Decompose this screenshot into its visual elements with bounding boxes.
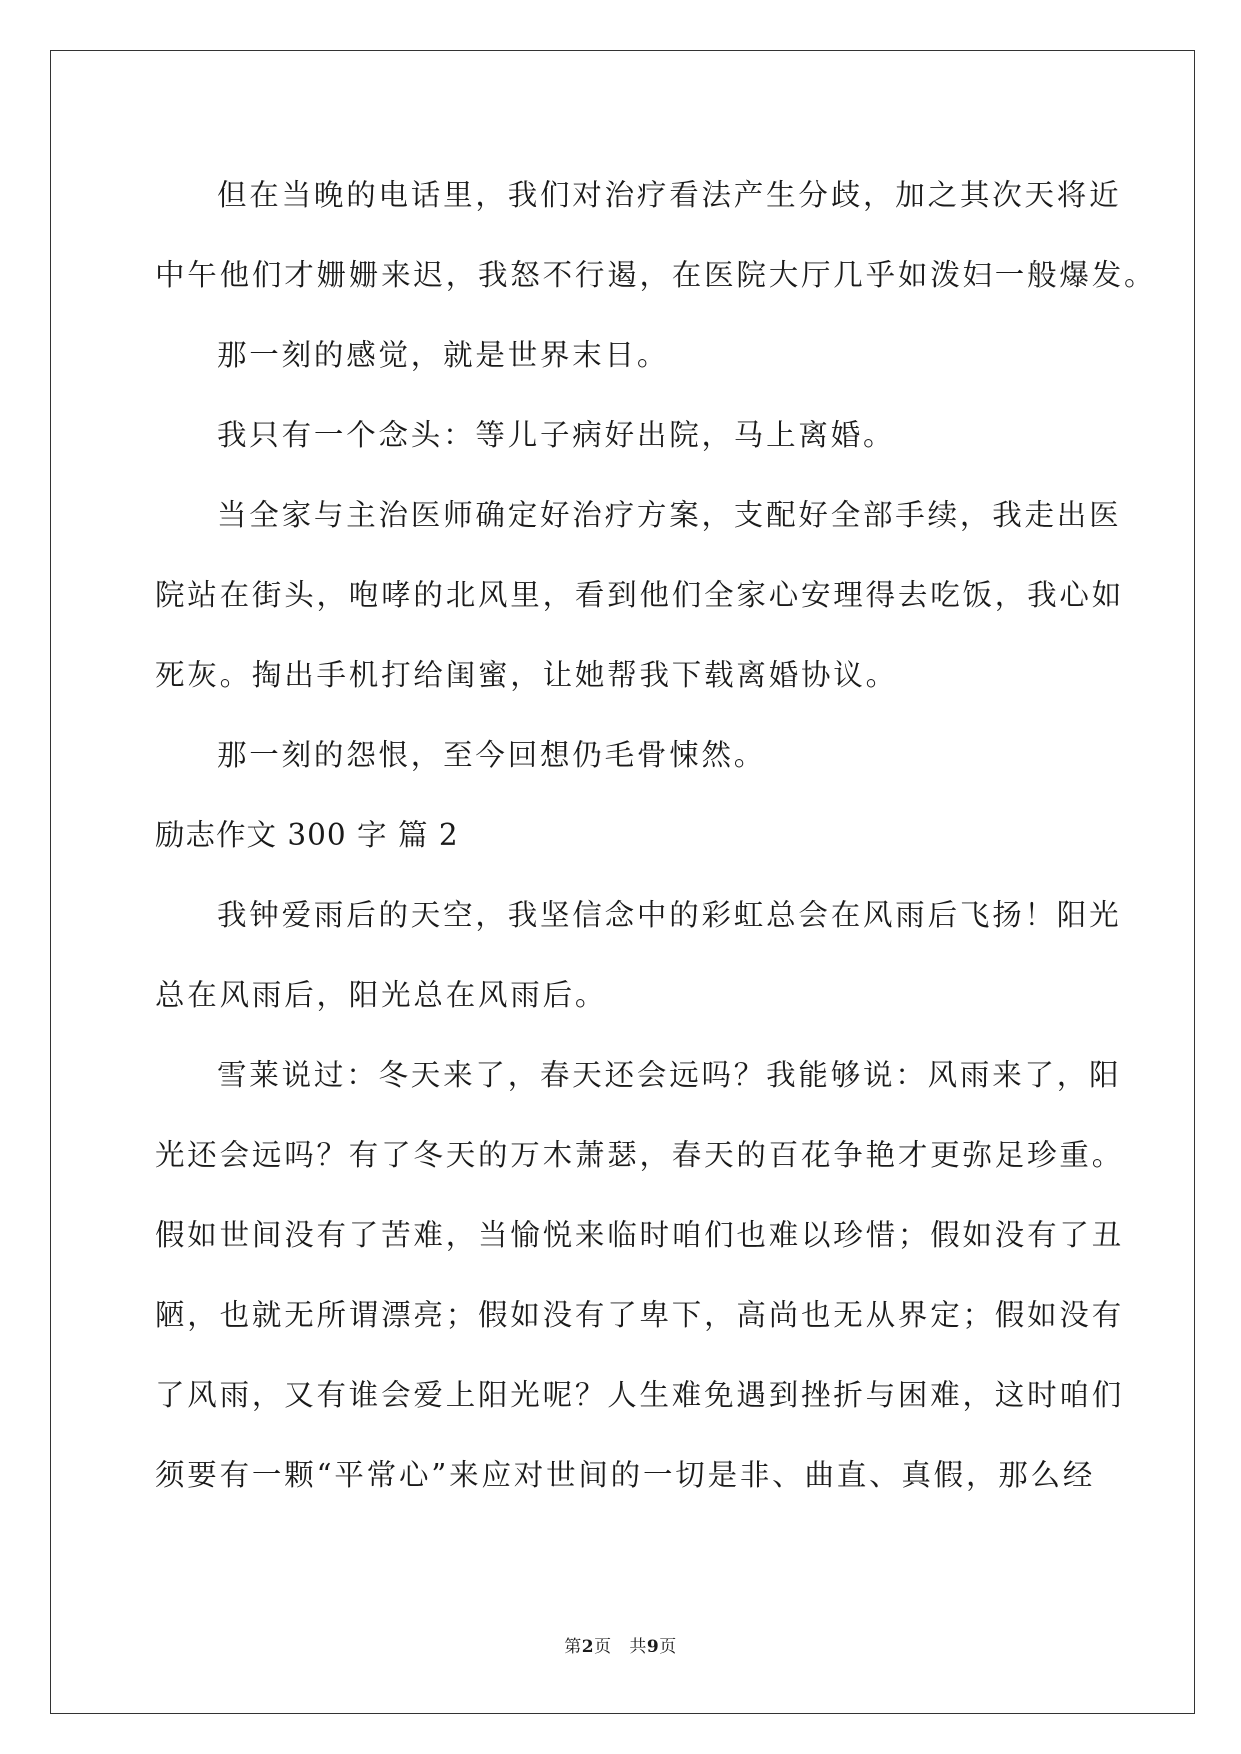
text-line: 那一刻的感觉，就是世界末日。 bbox=[217, 338, 670, 372]
document-body bbox=[155, 165, 1157, 1525]
page-footer bbox=[0, 1632, 1241, 1657]
text-line: 总在风雨后，阳光总在风雨后。 bbox=[155, 978, 608, 1012]
page-suffix: 页 bbox=[594, 1637, 612, 1657]
page-prefix: 第 bbox=[564, 1637, 582, 1657]
text-line: 陋，也就无所谓漂亮；假如没有了卑下，高尚也无从界定；假如没有 bbox=[155, 1298, 1125, 1332]
text-line: 院站在街头，咆哮的北风里，看到他们全家心安理得去吃饭，我心如 bbox=[155, 578, 1125, 612]
page-number: 2 bbox=[581, 1637, 595, 1657]
total-prefix: 共 bbox=[629, 1637, 647, 1657]
text-line: 假如世间没有了苦难，当愉悦来临时咱们也难以珍惜；假如没有了丑 bbox=[155, 1218, 1125, 1252]
text-line: 死灰。掏出手机打给闺蜜，让她帮我下载离婚协议。 bbox=[155, 658, 898, 692]
text-line: 那一刻的怨恨，至今回想仍毛骨悚然。 bbox=[217, 738, 767, 772]
total-suffix: 页 bbox=[659, 1637, 677, 1657]
text-line: 中午他们才姗姗来迟，我怒不行遏，在医院大厅几乎如泼妇一般爆发。 bbox=[155, 258, 1157, 292]
text-line: 雪莱说过：冬天来了，春天还会远吗？我能够说：风雨来了，阳 bbox=[217, 1058, 1122, 1092]
text-line: 了风雨，又有谁会爱上阳光呢？人生难免遇到挫折与困难，这时咱们 bbox=[155, 1378, 1125, 1412]
text-line: 我只有一个念头：等儿子病好出院，马上离婚。 bbox=[217, 418, 896, 452]
text-line: 但在当晚的电话里，我们对治疗看法产生分歧，加之其次天将近 bbox=[217, 178, 1122, 212]
section-heading: 励志作文 300 字 篇 2 bbox=[155, 818, 459, 852]
total-pages: 9 bbox=[646, 1637, 660, 1657]
text-line: 光还会远吗？有了冬天的万木萧瑟，春天的百花争艳才更弥足珍重。 bbox=[155, 1138, 1125, 1172]
text-line: 须要有一颗“平常心”来应对世间的一切是非、曲直、真假，那么经 bbox=[155, 1458, 1096, 1492]
text-line: 当全家与主治医师确定好治疗方案，支配好全部手续，我走出医 bbox=[217, 498, 1122, 532]
text-line: 我钟爱雨后的天空，我坚信念中的彩虹总会在风雨后飞扬！阳光 bbox=[217, 898, 1122, 932]
